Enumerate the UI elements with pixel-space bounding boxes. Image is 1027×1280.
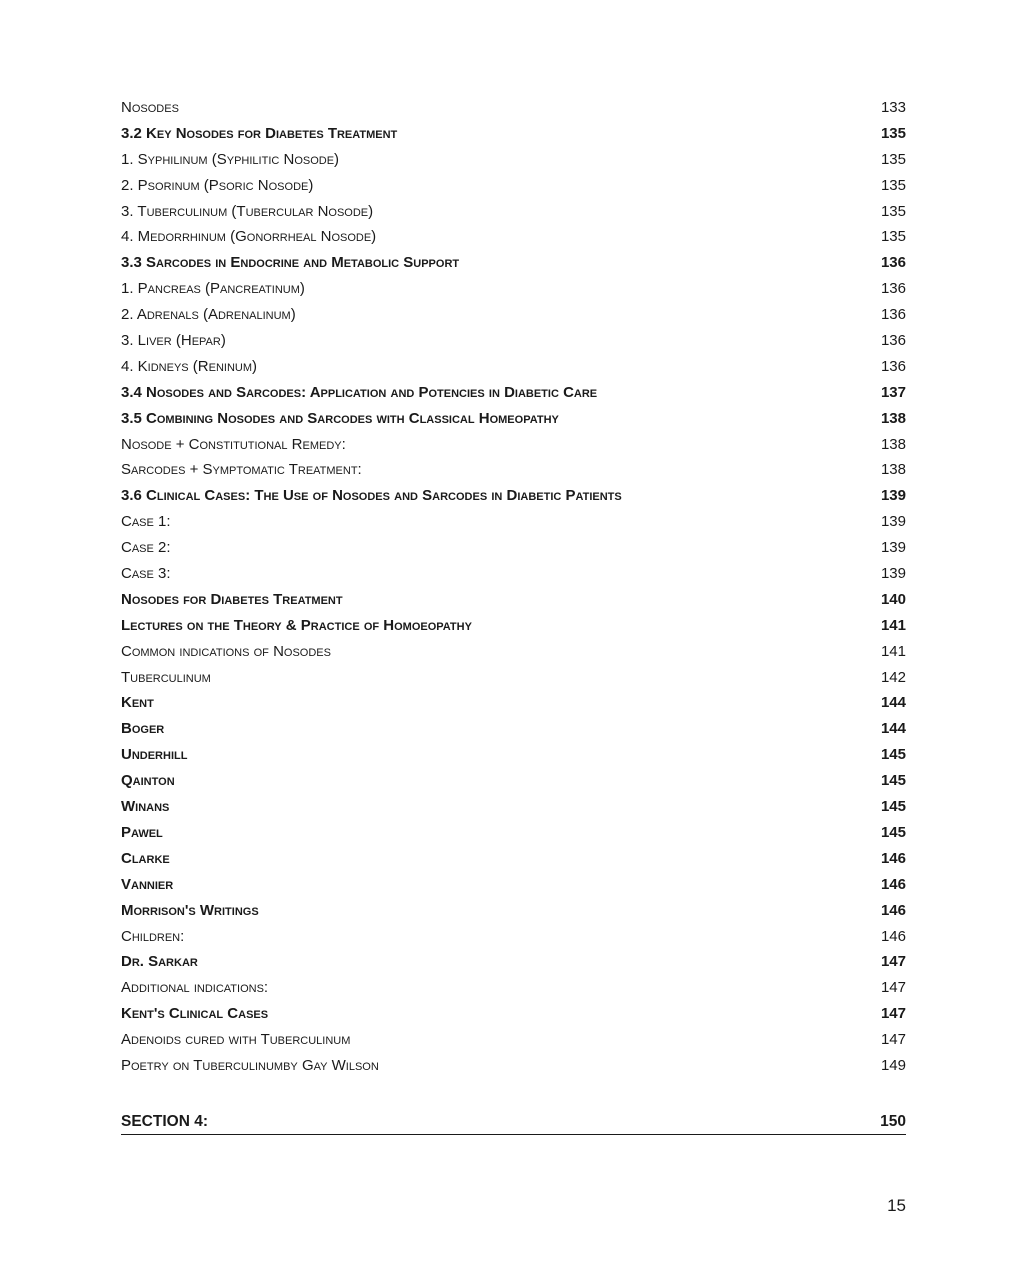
toc-heading-entry[interactable] <box>121 250 906 276</box>
toc-entry-page: 141 <box>880 642 906 660</box>
toc-entry-title: Vannier <box>121 875 174 893</box>
toc-entry-page: 146 <box>880 849 906 867</box>
toc-entry-title: 3. Liver (Hepar) <box>121 332 226 350</box>
toc-heading-entry[interactable] <box>121 949 906 975</box>
page-number: 15 <box>887 1196 906 1215</box>
toc-entry-page: 136 <box>880 280 906 298</box>
toc-entry-page: 147 <box>880 1031 906 1049</box>
toc-entry[interactable] <box>121 199 906 225</box>
toc-entry[interactable] <box>121 432 906 458</box>
toc-entry-page: 139 <box>880 513 906 531</box>
toc-entry-title: 2. Adrenals (Adrenalinum) <box>121 306 296 324</box>
toc-entry[interactable] <box>121 457 906 483</box>
toc-entry-page: 144 <box>880 694 906 712</box>
toc-entry-title: Lectures on the Theory & Practice of Homoeopathy <box>121 616 472 634</box>
toc-heading-entry[interactable] <box>121 898 906 924</box>
toc-entry[interactable] <box>121 328 906 354</box>
toc-entry-page: 140 <box>880 590 906 608</box>
toc-entry-title: Adenoids cured with Tuberculinum <box>121 1031 351 1049</box>
toc-entry-title: Tuberculinum <box>121 668 211 686</box>
toc-entry-title: 4. Kidneys (Reninum) <box>121 357 258 375</box>
toc-heading-entry[interactable] <box>121 406 906 432</box>
toc-entry[interactable] <box>121 173 906 199</box>
toc-entry-page: 139 <box>880 565 906 583</box>
toc-entry-title: 3.2 Key Nosodes for Diabetes Treatment <box>121 124 398 142</box>
toc-entry[interactable] <box>121 276 906 302</box>
toc-entry-page: 145 <box>880 772 906 790</box>
toc-entry-page: 146 <box>880 875 906 893</box>
toc-entry-page: 139 <box>880 487 906 505</box>
toc-entry[interactable] <box>121 302 906 328</box>
toc-entry[interactable] <box>121 95 906 121</box>
toc-entry-page: 135 <box>880 176 906 194</box>
toc-heading-entry[interactable] <box>121 794 906 820</box>
toc-entry-title: 1. Syphilinum (Syphilitic Nosode) <box>121 150 340 168</box>
toc-heading-entry[interactable] <box>121 483 906 509</box>
toc-entry-page: 139 <box>880 539 906 557</box>
toc-entry-page: 137 <box>880 383 906 401</box>
toc-entry-page: 135 <box>880 228 906 246</box>
toc-entry-page: 135 <box>880 150 906 168</box>
toc-heading-entry[interactable] <box>121 121 906 147</box>
section-page-number: 150 <box>880 1113 906 1130</box>
toc-entry-title: Dr. Sarkar <box>121 953 198 971</box>
toc-entry[interactable] <box>121 354 906 380</box>
toc-entry-title: Nosodes for Diabetes Treatment <box>121 590 343 608</box>
toc-entry[interactable] <box>121 561 906 587</box>
toc-entry-page: 147 <box>880 979 906 997</box>
toc-heading-entry[interactable] <box>121 380 906 406</box>
table-of-contents <box>121 95 906 1079</box>
toc-entry-title: 3.6 Clinical Cases: The Use of Nosodes and Sarcodes in Diabetic Patients <box>121 487 622 505</box>
toc-heading-entry[interactable] <box>121 613 906 639</box>
toc-entry-title: Underhill <box>121 746 188 764</box>
toc-entry-page: 146 <box>880 901 906 919</box>
toc-entry-title: Case 3: <box>121 565 171 583</box>
toc-entry-page: 149 <box>880 1056 906 1074</box>
toc-entry-title: Clarke <box>121 849 170 867</box>
toc-heading-entry[interactable] <box>121 690 906 716</box>
toc-entry-page: 136 <box>880 254 906 272</box>
toc-entry-title: Kent <box>121 694 154 712</box>
toc-entry-title: Winans <box>121 798 170 816</box>
toc-heading-entry[interactable] <box>121 820 906 846</box>
toc-heading-entry[interactable] <box>121 768 906 794</box>
toc-entry-title: Common indications of Nosodes <box>121 642 331 660</box>
toc-entry-title: 3.5 Combining Nosodes and Sarcodes with Classical Homeopathy <box>121 409 559 427</box>
toc-entry[interactable] <box>121 147 906 173</box>
toc-entry-title: Sarcodes + Symptomatic Treatment: <box>121 461 362 479</box>
toc-entry-title: Nosodes <box>121 99 179 116</box>
toc-entry[interactable] <box>121 224 906 250</box>
toc-entry[interactable] <box>121 535 906 561</box>
toc-entry-title: 3.4 Nosodes and Sarcodes: Application and Potencies in Diabetic Care <box>121 383 598 401</box>
toc-entry-page: 145 <box>880 798 906 816</box>
toc-entry-title: Poetry on Tuberculinumby Gay Wilson <box>121 1056 379 1074</box>
toc-entry[interactable] <box>121 975 906 1001</box>
toc-entry-page: 133 <box>880 99 906 116</box>
toc-entry-page: 142 <box>880 668 906 686</box>
toc-entry-page: 144 <box>880 720 906 738</box>
toc-entry[interactable] <box>121 509 906 535</box>
toc-entry-title: Children: <box>121 927 185 945</box>
toc-entry-page: 135 <box>880 124 906 142</box>
toc-entry-title: 3. Tuberculinum (Tubercular Nosode) <box>121 202 374 220</box>
toc-entry-title: Additional indications: <box>121 979 269 997</box>
section-title: SECTION 4: <box>121 1113 208 1130</box>
toc-entry-page: 138 <box>880 435 906 453</box>
toc-entry-page: 136 <box>880 332 906 350</box>
toc-entry-page: 145 <box>880 823 906 841</box>
toc-entry[interactable] <box>121 1053 906 1079</box>
toc-entry-title: Morrison's Writings <box>121 901 259 919</box>
toc-heading-entry[interactable] <box>121 587 906 613</box>
toc-heading-entry[interactable] <box>121 872 906 898</box>
toc-heading-entry[interactable] <box>121 846 906 872</box>
toc-entry[interactable] <box>121 665 906 691</box>
section-heading-row[interactable] <box>121 1110 906 1135</box>
toc-entry-title: Case 1: <box>121 513 171 531</box>
toc-entry-title: Qainton <box>121 772 175 790</box>
toc-entry-title: 1. Pancreas (Pancreatinum) <box>121 280 305 298</box>
toc-entry-page: 146 <box>880 927 906 945</box>
toc-entry-title: Case 2: <box>121 539 171 557</box>
toc-entry[interactable] <box>121 1027 906 1053</box>
toc-entry-title: 3.3 Sarcodes in Endocrine and Metabolic Support <box>121 254 460 272</box>
toc-entry-page: 135 <box>880 202 906 220</box>
toc-entry-title: Kent's Clinical Cases <box>121 1005 269 1023</box>
toc-entry[interactable] <box>121 639 906 665</box>
toc-heading-entry[interactable] <box>121 742 906 768</box>
toc-entry-page: 147 <box>880 953 906 971</box>
toc-entry-page: 138 <box>880 409 906 427</box>
toc-entry-page: 136 <box>880 306 906 324</box>
toc-entry[interactable] <box>121 924 906 950</box>
toc-entry-title: 2. Psorinum (Psoric Nosode) <box>121 176 314 194</box>
toc-entry-page: 145 <box>880 746 906 764</box>
toc-entry-title: Pawel <box>121 823 163 841</box>
toc-entry-page: 138 <box>880 461 906 479</box>
toc-entry-page: 147 <box>880 1005 906 1023</box>
toc-entry-title: 4. Medorrhinum (Gonorrheal Nosode) <box>121 228 377 246</box>
toc-entry-title: Nosode + Constitutional Remedy: <box>121 435 346 453</box>
toc-entry-page: 141 <box>880 616 906 634</box>
toc-entry-title: Boger <box>121 720 165 738</box>
toc-entry-page: 136 <box>880 357 906 375</box>
toc-heading-entry[interactable] <box>121 1001 906 1027</box>
toc-heading-entry[interactable] <box>121 716 906 742</box>
